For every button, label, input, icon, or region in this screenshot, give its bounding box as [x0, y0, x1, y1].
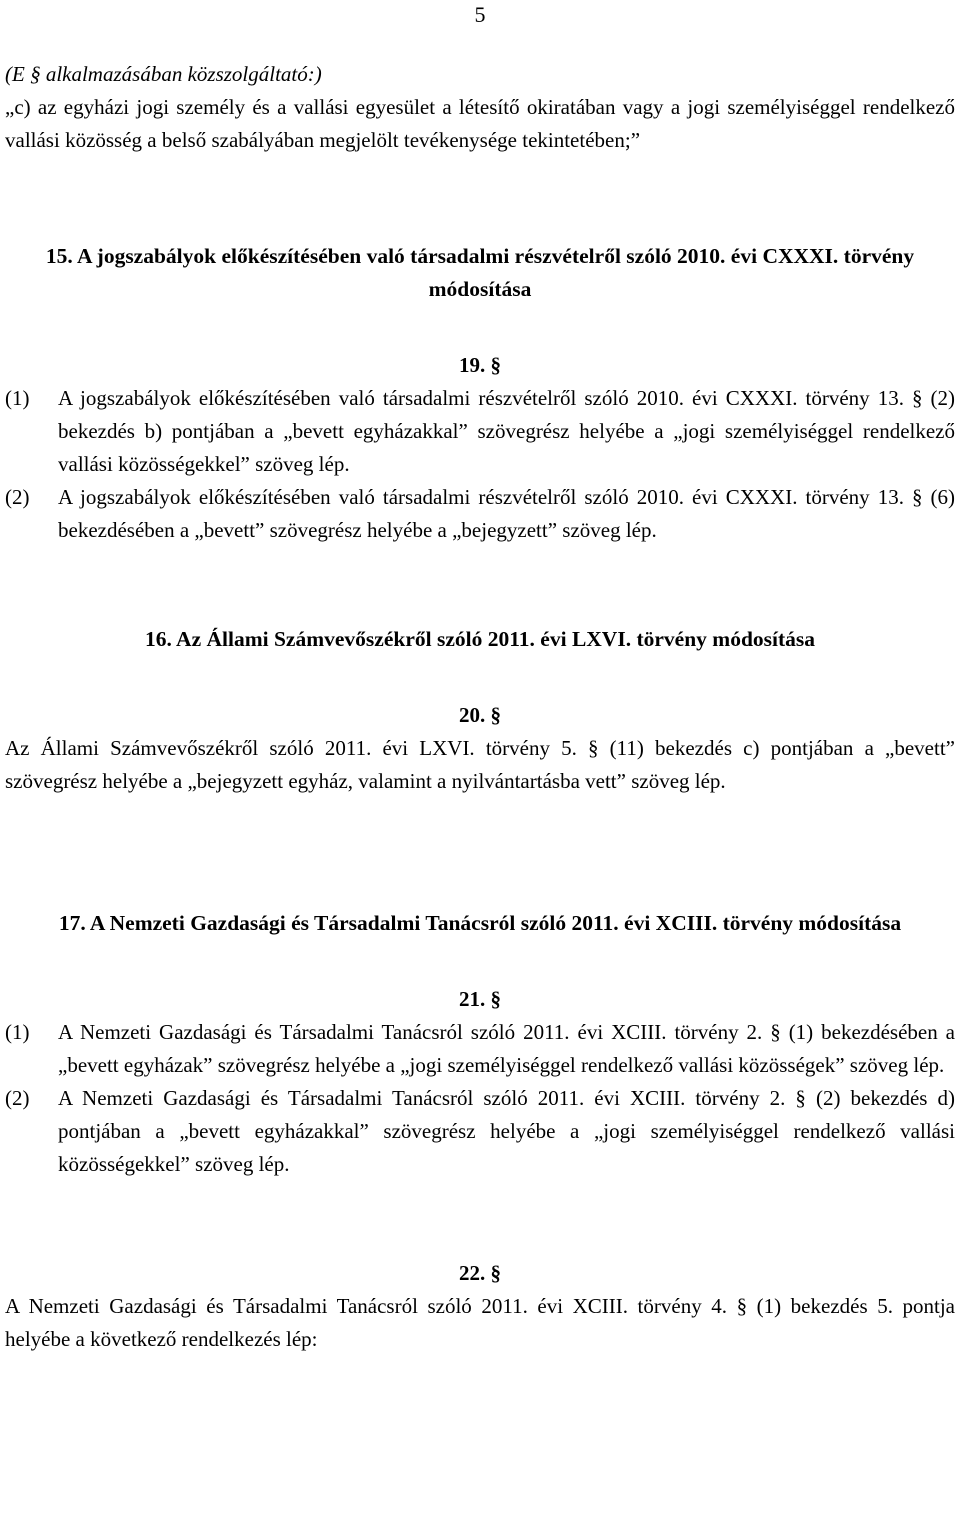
subsection-number: (2) [5, 485, 30, 509]
paragraph-21-subsection-2 [5, 1082, 955, 1181]
paragraph-22-text: A Nemzeti Gazdasági és Társadalmi Tanácsról szóló 2011. évi XCIII. törvény 4. § (1) bekezdés 5. pontja helyébe a következő rendelkezés lép: [5, 1294, 955, 1351]
subsection-text: A jogszabályok előkészítésében való társadalmi részvételről szóló 2010. évi CXXXI. törvény 13. § (6) bekezdésében a „bevett” szövegrész helyébe a „bejegyzett” szöveg lép. [58, 485, 955, 542]
intro-text: „c) az egyházi jogi személy és a vallási egyesület a létesítő okiratában vagy a jogi személyiséggel rendelkező vallási közösség a belső szabályában megjelölt tevékenysége tekintetében;” [5, 95, 955, 152]
section-17-title: 17. A Nemzeti Gazdasági és Társadalmi Tanácsról szóló 2011. évi XCIII. törvény módosítása [58, 911, 902, 935]
paragraph-20-heading: 20. § [459, 703, 501, 727]
subsection-number: (2) [5, 1086, 30, 1110]
document-body [5, 58, 955, 1356]
paragraph-19-heading: 19. § [459, 353, 501, 377]
section-16-title: 16. Az Állami Számvevőszékről szóló 2011. évi LXVI. törvény módosítása [144, 627, 816, 651]
paragraph-19-subsection-1 [5, 382, 955, 481]
paragraph-22-heading: 22. § [459, 1261, 501, 1285]
subsection-number: (1) [5, 1020, 30, 1044]
paragraph-21-subsection-1 [5, 1016, 955, 1082]
subsection-text: A jogszabályok előkészítésében való társadalmi részvételről szóló 2010. évi CXXXI. törvény 13. § (2) bekezdés b) pontjában a „bevett egyházakkal” szövegrész helyébe a „jogi személyiséggel rendelkező vallási közösségekkel” szöveg lép. [58, 386, 955, 476]
paragraph-21-heading: 21. § [459, 987, 501, 1011]
subsection-text: A Nemzeti Gazdasági és Társadalmi Tanácsról szóló 2011. évi XCIII. törvény 2. § (2) bekezdés d) pontjában a „bevett egyházakkal” szövegrész helyébe a „jogi személyiséggel rendelkező vallási közösségekkel” szöveg lép. [58, 1086, 955, 1176]
page-number: 5 [474, 2, 486, 27]
paragraph-19-subsection-2 [5, 481, 955, 547]
paragraph-20-text: Az Állami Számvevőszékről szóló 2011. évi LXVI. törvény 5. § (11) bekezdés c) pontjában a „bevett” szövegrész helyébe a „bejegyzett egyház, valamint a nyilvántartásba vett” szöveg lép. [5, 736, 955, 793]
subsection-number: (1) [5, 386, 30, 410]
subsection-text: A Nemzeti Gazdasági és Társadalmi Tanácsról szóló 2011. évi XCIII. törvény 2. § (1) bekezdésében a „bevett egyházak” szövegrész helyébe a „jogi személyiséggel rendelkező vallási közösségek” szöveg lép. [58, 1020, 955, 1077]
section-15-title: 15. A jogszabályok előkészítésében való társadalmi részvételről szóló 2010. évi CXXXI. törvény módosítása [45, 244, 915, 301]
intro-label: (E § alkalmazásában közszolgáltató:) [5, 62, 322, 86]
